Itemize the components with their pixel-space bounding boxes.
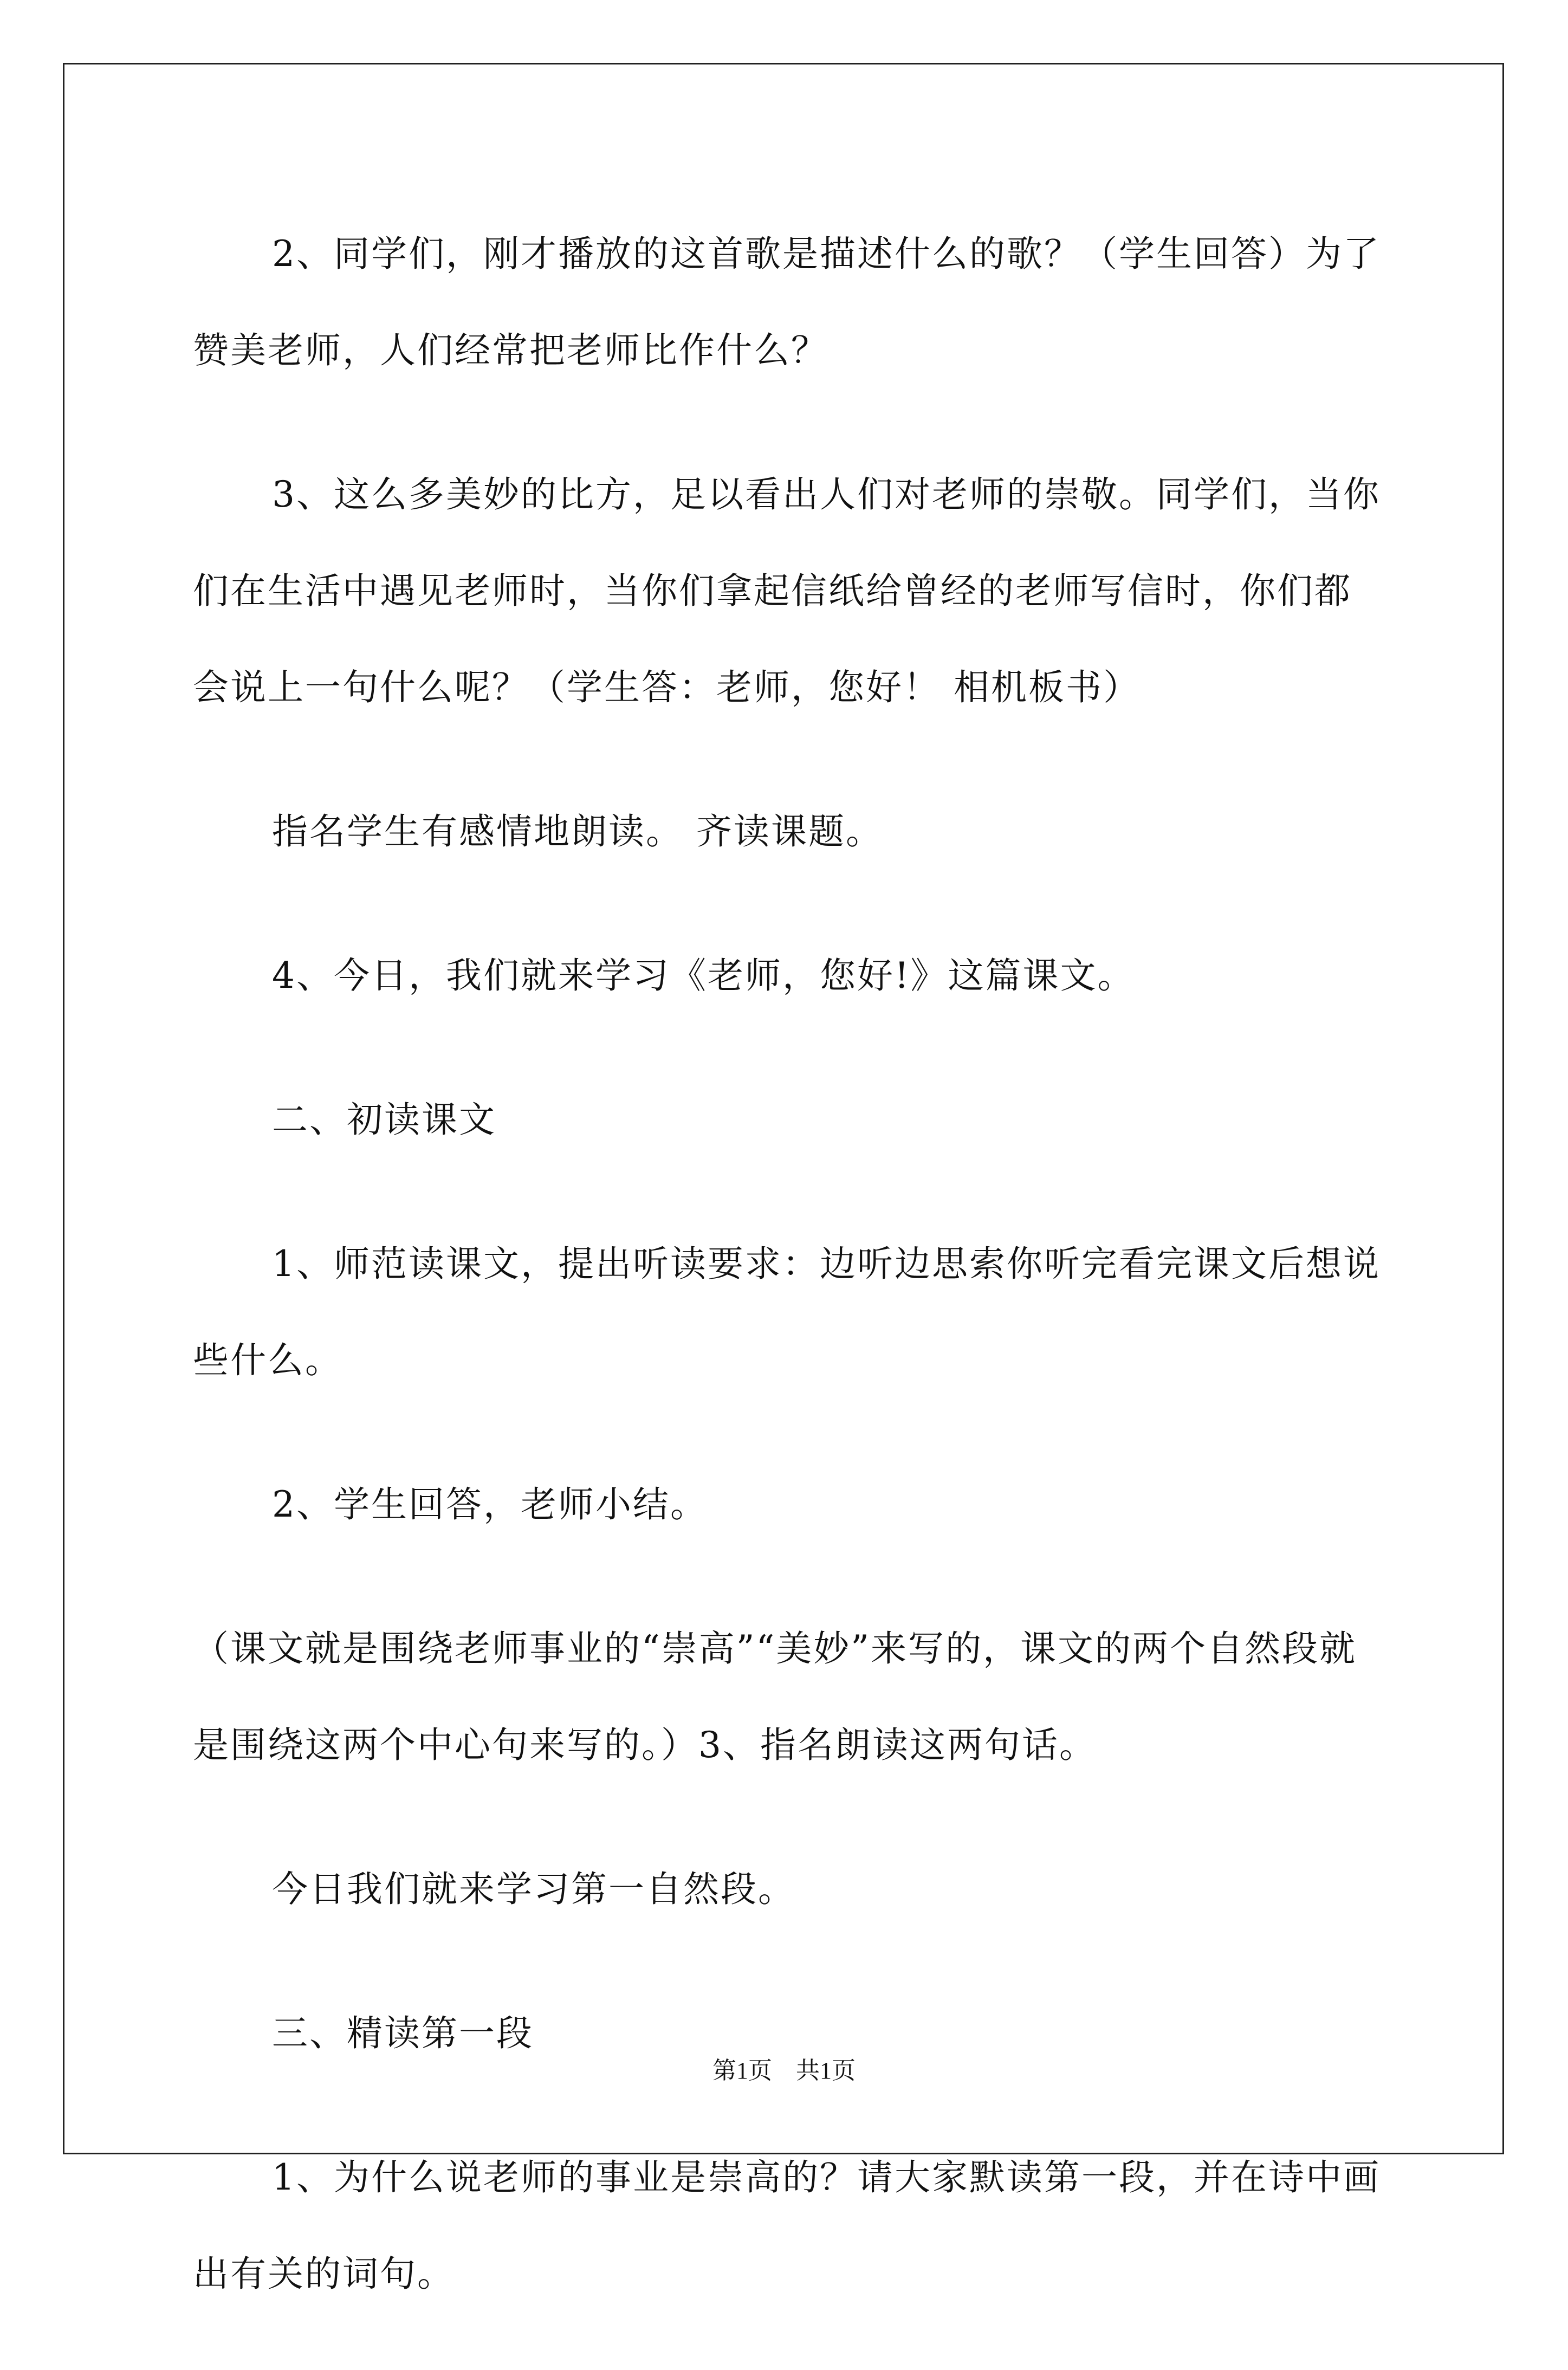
document-body [193, 206, 1385, 2370]
paragraph-4: 4、今日，我们就来学习《老师，您好!》这篇课文。 [272, 955, 1135, 996]
paragraph-7: （课文就是围绕老师事业的“崇高”“美妙”来写的，课文的两个自然段就是围绕这两个中心句来写的。）3、指名朗读这两句话。 [193, 1628, 1357, 1766]
page-footer: 第1页 共1页 [712, 2057, 856, 2084]
paragraph-2: 3、这么多美妙的比方，足以看出人们对老师的崇敬。同学们，当你们在生活中遇见老师时，当你们拿起信纸给曾经的老师写信时，你们都会说上一句什么呢？（学生答：老师，您好！ 相机板书） [193, 474, 1381, 708]
paragraph-6: 2、学生回答，老师小结。 [272, 1484, 708, 1525]
section-heading-2: 二、初读课文 [272, 1099, 496, 1141]
paragraph-5: 1、师范读课文，提出听读要求：边听边思索你听完看完课文后想说些什么。 [193, 1243, 1381, 1381]
section-heading-3: 三、精读第一段 [272, 2012, 534, 2054]
paragraph-3: 指名学生有感情地朗读。 齐读课题。 [272, 811, 883, 852]
paragraph-1: 2、同学们，刚才播放的这首歌是描述什么的歌？（学生回答）为了赞美老师，人们经常把老师比作什么？ [193, 233, 1381, 371]
paragraph-8: 今日我们就来学习第一自然段。 [272, 1868, 795, 1910]
paragraph-9: 1、为什么说老师的事业是崇高的？请大家默读第一段，并在诗中画出有关的词句。 [193, 2157, 1381, 2295]
